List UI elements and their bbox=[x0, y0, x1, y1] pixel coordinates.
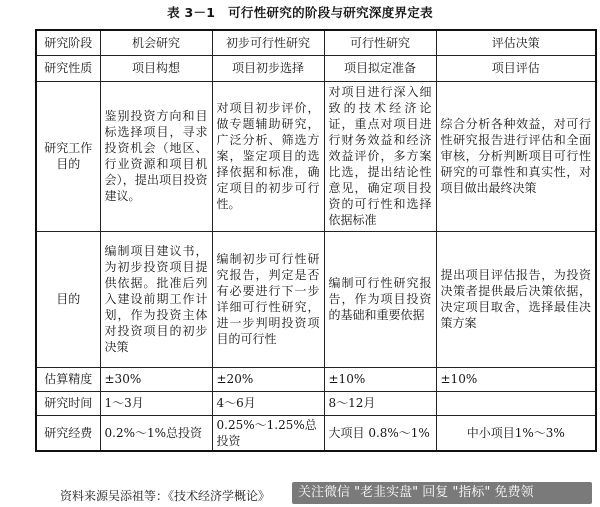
table-cell: 综合分析各种效益，对可行性研究报告进行评估和全面审核，分析判断项目可行性研究的可靠性和真实性，对项目做出最终决策 bbox=[436, 81, 596, 231]
header-cell-prefeasibility: 初步可行性研究 bbox=[212, 30, 324, 55]
table-cell: ±10% bbox=[436, 367, 596, 391]
table-cell: 对项目进行深入细致的技术经济论证，重点对项目进行财务效益和经济效益评价，多方案比选，提出结论性意见，确定项目投资的可行性和选择依据标准 bbox=[324, 81, 436, 231]
watermark-banner: 关注微信 "老韭实盘" 回复 "指标" 免费领 bbox=[292, 482, 592, 504]
table-cell: 编制初步可行性研究报告，判定是否有必要进行下一步详细可行性研究，进一步判明投资项目的可行性 bbox=[212, 231, 324, 367]
table-header-row bbox=[36, 30, 596, 55]
table-cell: 编制项目建议书，为初步投资项目提供依据。批准后列入建设前期工作计划，作为投资主体对投资项目的初步决策 bbox=[100, 231, 212, 367]
header-cell-stage: 研究阶段 bbox=[36, 30, 100, 55]
table-cell: 大项目 0.8%～1% bbox=[324, 415, 436, 451]
row-label: 估算精度 bbox=[36, 367, 100, 391]
source-note: 资料来源吴添祖等：《技术经济学概论》 bbox=[60, 489, 271, 503]
table-cell: 0.25%～1.25%总投资 bbox=[212, 415, 324, 451]
table-cell bbox=[436, 391, 596, 415]
table-cell: 0.2%～1%总投资 bbox=[100, 415, 212, 451]
table-row-work-purpose bbox=[36, 81, 596, 231]
table-cell: 8～12月 bbox=[324, 391, 436, 415]
header-cell-evaluation: 评估决策 bbox=[436, 30, 596, 55]
header-cell-feasibility: 可行性研究 bbox=[324, 30, 436, 55]
row-label: 目的 bbox=[36, 231, 100, 367]
table-row-nature bbox=[36, 55, 596, 81]
feasibility-study-table bbox=[35, 29, 597, 452]
table-cell: 4～6月 bbox=[212, 391, 324, 415]
table-cell: 提出项目评估报告，为投资决策者提供最后决策依据，决定项目取舍，选择最佳决策方案 bbox=[436, 231, 596, 367]
row-label: 研究经费 bbox=[36, 415, 100, 451]
row-label: 研究工作目的 bbox=[36, 81, 100, 231]
table-cell: ±30% bbox=[100, 367, 212, 391]
table-cell: 项目初步选择 bbox=[212, 55, 324, 81]
table-cell: ±20% bbox=[212, 367, 324, 391]
table-cell: 中小项目1%～3% bbox=[436, 415, 596, 451]
table-row-time bbox=[36, 391, 596, 415]
table-cell: 项目构想 bbox=[100, 55, 212, 81]
table-cell: 项目拟定准备 bbox=[324, 55, 436, 81]
table-row-accuracy bbox=[36, 367, 596, 391]
table-title: 表 3－1 可行性研究的阶段与研究深度界定表 bbox=[167, 5, 433, 20]
table-cell: 对项目初步评价，做专题辅助研究，广泛分析、筛选方案，鉴定项目的选择依据和标准，确定项目的初步可行性。 bbox=[212, 81, 324, 231]
table-cell: 1～3月 bbox=[100, 391, 212, 415]
table-cell: ±10% bbox=[324, 367, 436, 391]
row-label: 研究性质 bbox=[36, 55, 100, 81]
header-cell-opportunity: 机会研究 bbox=[100, 30, 212, 55]
table-row-purpose bbox=[36, 231, 596, 367]
row-label: 研究时间 bbox=[36, 391, 100, 415]
table-cell: 编制可行性研究报告，作为项目投资的基础和重要依据 bbox=[324, 231, 436, 367]
table-row-cost bbox=[36, 415, 596, 451]
table-cell: 项目评估 bbox=[436, 55, 596, 81]
table-cell: 鉴别投资方向和目标选择项目，寻求投资机会（地区、行业资源和项目机会），提出项目投资建议。 bbox=[100, 81, 212, 231]
